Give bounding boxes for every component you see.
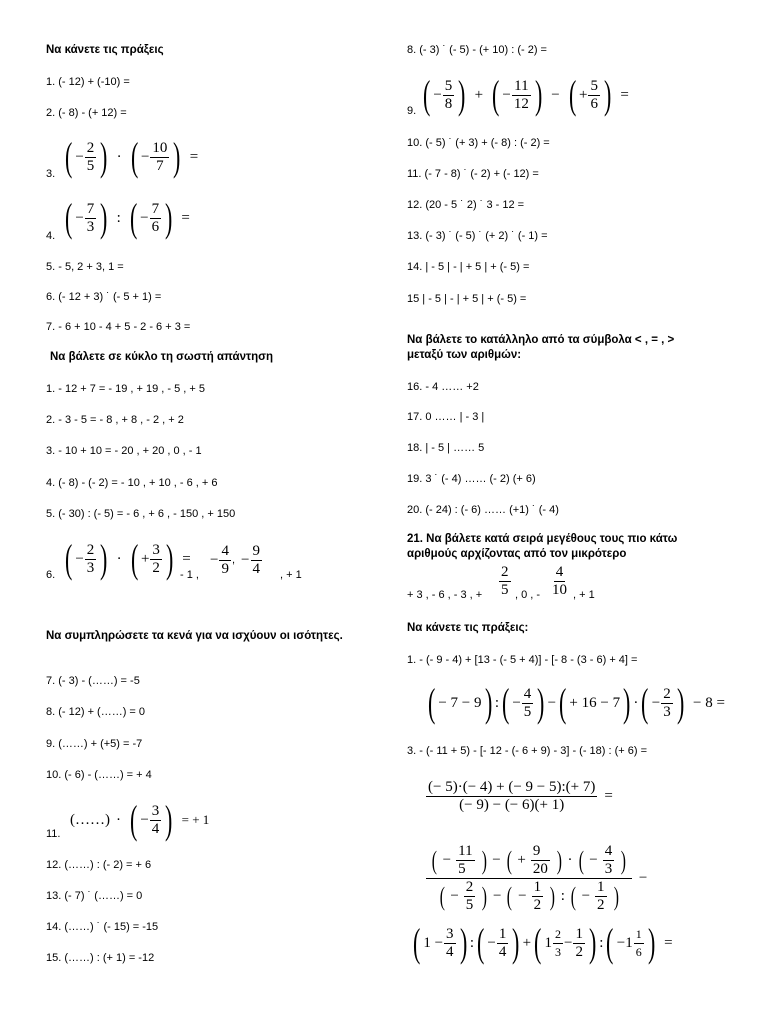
section-heading-operations-2: Να κάνετε τις πράξεις: <box>407 622 529 634</box>
fraction-denominator: 5 <box>523 703 532 720</box>
exercise-14: 14. | - 5 | - | + 5 | + (- 5) = <box>407 261 530 273</box>
section-heading-circle-answer: Να βάλετε σε κύκλο τη σωστή απάντηση <box>50 351 274 363</box>
exercise-9-label: 9. <box>407 105 417 117</box>
choice-1: 1. - 12 + 7 = - 19 , + 19 , - 5 , + 5 <box>46 383 205 395</box>
fraction-numerator: 10 <box>152 139 168 156</box>
operation-4-expression <box>425 772 613 820</box>
fraction-denominator: 2 <box>152 559 160 576</box>
fraction-numerator: 2 <box>465 878 474 895</box>
choice-6-expression: ( − $\frac{2}{3}$ ) · ( + $\frac{3}{2}$ ) = <box>64 536 191 581</box>
fraction-denominator: 5 <box>501 581 509 598</box>
fraction-numerator: 1 <box>575 925 583 942</box>
ordering-prefix: + 3 , - 6 , - 3 , + <box>407 589 483 601</box>
choice-6-option-4: , + 1 <box>280 569 302 581</box>
fill-12: 12. (……) : (- 2) = + 6 <box>46 859 152 871</box>
fraction-numerator: 3 <box>152 541 160 558</box>
section-heading-symbols: Να βάλετε το κατάλληλο από τα σύμβολα < , = , > <box>407 334 675 346</box>
choice-6-options-fractions: − $\frac{4}{9}$ , − $\frac{9}{4}$ <box>210 542 260 577</box>
fraction-numerator: 4 <box>523 685 532 702</box>
operation-5-minus: − <box>638 869 648 886</box>
fraction-numerator: 2 <box>663 685 671 702</box>
fraction-denominator: 6 <box>151 218 160 235</box>
operation-4-numerator: (− 5)·(− 4) + (− 9 − 5):(+ 7) <box>428 778 596 795</box>
fraction-numerator: 5 <box>444 77 453 94</box>
fraction-denominator: 4 <box>498 943 507 960</box>
operation-5-expression: ( − $\frac{11}{5}$ ) − ( + $\frac{9}{20}$ ) · ( − $\frac{4}{3}$ ) ( − $\frac{2}{5}$ ) − ( − $\frac{1}{2}$ ) : ( − $\frac{1}{2}$ ) − <box>425 836 647 920</box>
operation-2-end: − 8 = <box>693 694 725 711</box>
section-heading-ordering: 21. Να βάλετε κατά σειρά μεγέθους τους πιο κάτω <box>407 533 678 545</box>
fraction-denominator: 7 <box>156 157 164 174</box>
fraction-numerator: 11 <box>514 77 529 94</box>
operation-2-part-c: + 16 − 7 <box>569 694 621 711</box>
fraction-numerator: 1 <box>597 878 605 895</box>
fraction-numerator: 4 <box>555 563 564 580</box>
mixed-whole: 1 <box>544 934 552 951</box>
compare-18: 18. | - 5 | …… 5 <box>407 442 485 454</box>
operation-6-part-a: 1 − <box>423 934 444 951</box>
fraction-denominator: 6 <box>590 95 598 112</box>
fraction-denominator: 5 <box>458 860 466 877</box>
operation-6-expression: ( 1 − $\frac{3}{4}$ ) : ( − $\frac{1}{4}$ ) + ( 1 $\frac{2}{3}$ − $\frac{1}{2}$ ) : ( − 1 $\frac{1}{6}$ ) = <box>412 920 673 965</box>
fraction-numerator: 1 <box>634 926 644 944</box>
fill-11-expression: (……) · ( − $\frac{3}{4}$ ) = + 1 <box>70 797 210 842</box>
fraction-numerator: 11 <box>458 842 473 859</box>
fraction-numerator: 4 <box>604 842 613 859</box>
exercise-12: 12. (20 - 5 ˙ 2) ˙ 3 - 12 = <box>407 199 525 211</box>
fraction-numerator: 3 <box>446 925 454 942</box>
fill-7: 7. (- 3) - (……) = -5 <box>46 675 140 687</box>
fraction-denominator: 5 <box>86 157 95 174</box>
fraction-denominator: 4 <box>151 820 160 837</box>
fraction-denominator: 3 <box>86 218 95 235</box>
fill-15: 15. (……) : (+ 1) = -12 <box>46 952 155 964</box>
fraction-denominator: 9 <box>221 560 229 577</box>
exercise-5: 5. - 5, 2 + 3, 1 = <box>46 261 124 273</box>
fraction-numerator: 7 <box>86 200 95 217</box>
operation-6-equals: = <box>664 934 673 951</box>
exercise-15: 15 | - 5 | - | + 5 | + (- 5) = <box>407 293 527 305</box>
fraction-denominator: 12 <box>513 95 529 112</box>
fill-14: 14. (……) ˙ (- 15) = -15 <box>46 921 159 933</box>
fraction-numerator: 1 <box>533 878 542 895</box>
compare-19: 19. 3 ˙ (- 4) …… (- 2) (+ 6) <box>407 473 536 485</box>
exercise-3-expression: ( − $\frac{2}{5}$ ) · ( − $\frac{10}{7}$ ) = <box>64 134 199 179</box>
fraction-denominator: 3 <box>663 703 671 720</box>
fraction-numerator: 1 <box>498 925 507 942</box>
mixed-whole: 1 <box>625 934 633 951</box>
fill-9: 9. (……) + (+5) = -7 <box>46 738 143 750</box>
exercise-11: 11. (- 7 - 8) ˙ (- 2) + (- 12) = <box>407 168 539 180</box>
ordering-fraction-1 <box>498 561 512 601</box>
compare-16: 16. - 4 …… +2 <box>407 381 479 393</box>
fraction-numerator: 5 <box>590 77 598 94</box>
fraction-denominator: 3 <box>604 860 613 877</box>
exercise-4-label: 4. <box>46 230 56 242</box>
choice-6-label: 6. <box>46 569 56 581</box>
fraction-denominator: 2 <box>533 896 542 913</box>
section-heading-operations: Να κάνετε τις πράξεις <box>46 44 164 56</box>
exercise-10: 10. (- 5) ˙ (+ 3) + (- 8) : (- 2) = <box>407 137 550 149</box>
fill-11-label: 11. <box>46 828 61 840</box>
exercise-9-expression: ( − $\frac{5}{8}$ ) + ( − $\frac{11}{12}$ ) − ( + $\frac{5}{6}$ ) = <box>422 72 629 117</box>
fraction-numerator: 4 <box>221 542 229 559</box>
exercise-7: 7. - 6 + 10 - 4 + 5 - 2 - 6 + 3 = <box>46 321 191 333</box>
choice-2: 2. - 3 - 5 = - 8 , + 8 , - 2 , + 2 <box>46 414 184 426</box>
fraction-denominator: 20 <box>532 860 548 877</box>
operation-3: 3. - (- 11 + 5) - [- 12 - (- 6 + 9) - 3] - (- 18) : (+ 6) = <box>407 745 648 757</box>
fill-8: 8. (- 12) + (……) = 0 <box>46 706 146 718</box>
fraction-denominator: 4 <box>446 943 454 960</box>
operation-4-denominator: (− 9) − (− 6)(+ 1) <box>459 796 565 813</box>
fill-10: 10. (- 6) - (……) = + 4 <box>46 769 152 781</box>
ordering-middle: , 0 , - <box>515 589 541 601</box>
fill-11-result: = + 1 <box>181 812 210 827</box>
exercise-3-label: 3. <box>46 168 56 180</box>
fraction-numerator: 9 <box>531 843 550 861</box>
choice-4: 4. (- 8) - (- 2) = - 10 , + 10 , - 6 , + 6 <box>46 477 218 489</box>
choice-6-option-1: - 1 , <box>180 569 199 581</box>
fraction-denominator: 6 <box>635 944 642 959</box>
fraction-numerator: 9 <box>252 542 260 559</box>
fraction-numerator: 3 <box>151 802 160 819</box>
fraction-numerator: 7 <box>151 200 160 217</box>
fraction-denominator: 3 <box>86 559 95 576</box>
compare-17: 17. 0 …… | - 3 | <box>407 411 485 423</box>
fraction-denominator: 2 <box>575 943 583 960</box>
fraction-denominator: 8 <box>444 95 453 112</box>
exercise-4-expression: ( − $\frac{7}{3}$ ) : ( − $\frac{7}{6}$ ) = <box>64 195 190 240</box>
fraction-denominator: 10 <box>552 581 567 598</box>
operation-4-equals: = <box>604 787 613 804</box>
fraction-denominator: 5 <box>465 896 474 913</box>
operation-2-expression: ( − 7 − 9 ) : ( − $\frac{4}{5}$ ) − ( + 16 − 7 ) · ( − $\frac{2}{3}$ ) − 8 = <box>427 680 725 725</box>
section-heading-fill-blanks: Να συμπληρώσετε τα κενά για να ισχύουν οι ισότητες. <box>46 630 343 642</box>
exercise-2: 2. (- 8) - (+ 12) = <box>46 107 127 119</box>
fraction-numerator: 2 <box>86 541 95 558</box>
choice-3: 3. - 10 + 10 = - 20 , + 20 , 0 , - 1 <box>46 445 202 457</box>
operation-1: 1. - (- 9 - 4) + [13 - (- 5 + 4)] - [- 8 - (3 - 6) + 4] = <box>407 654 638 666</box>
compare-20: 20. (- 24) : (- 6) …… (+1) ˙ (- 4) <box>407 504 559 516</box>
section-heading-ordering-line2: αριθμούς αρχίζοντας από τον μικρότερο <box>407 548 627 560</box>
fraction-numerator: 2 <box>501 563 509 580</box>
fraction-denominator: 4 <box>252 560 260 577</box>
exercise-13: 13. (- 3) ˙ (- 5) ˙ (+ 2) ˙ (- 1) = <box>407 230 548 242</box>
operation-2-part-a: − 7 − 9 <box>438 694 482 711</box>
choice-5: 5. (- 30) : (- 5) = - 6 , + 6 , - 150 , + 150 <box>46 508 236 520</box>
ordering-suffix: , + 1 <box>573 589 595 601</box>
fraction-numerator: 2 <box>86 139 95 156</box>
fill-13: 13. (- 7) ˙ (……) = 0 <box>46 890 143 902</box>
fill-11-blank: (……) <box>70 811 110 828</box>
section-heading-symbols-line2: μεταξύ των αριθμών: <box>407 349 522 361</box>
ordering-fraction-2 <box>549 561 570 601</box>
exercise-6: 6. (- 12 + 3) ˙ (- 5 + 1) = <box>46 291 162 303</box>
fraction-denominator: 3 <box>554 944 561 959</box>
exercise-1: 1. (- 12) + (-10) = <box>46 76 130 88</box>
exercise-8: 8. (- 3) ˙ (- 5) - (+ 10) : (- 2) = <box>407 44 547 56</box>
fraction-denominator: 2 <box>597 896 605 913</box>
fraction-numerator: 2 <box>553 926 563 944</box>
